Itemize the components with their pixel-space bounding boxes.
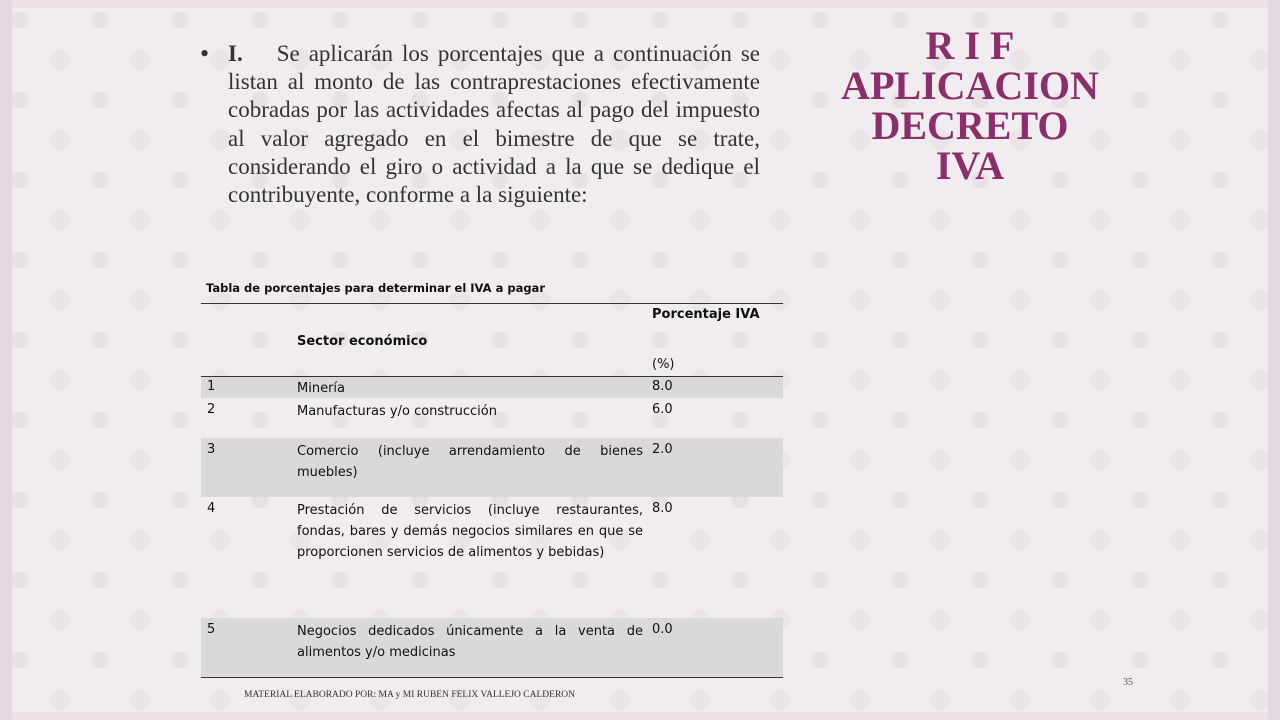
- footer-credit: MATERIAL ELABORADO POR: MA y MI RUBEN FELIX VALLEJO CALDERON: [244, 690, 576, 700]
- table-row: [201, 438, 783, 497]
- title-line: APLICACION: [841, 63, 1099, 108]
- table-header: [201, 303, 783, 377]
- frame-top: [0, 0, 1280, 8]
- title-line: DECRETO: [871, 103, 1069, 148]
- row-number: 3: [207, 442, 216, 457]
- row-sector: Comercio (incluye arrendamiento de bienes muebles): [297, 444, 643, 480]
- title-line: IVA: [935, 143, 1005, 188]
- page-number: 35: [1123, 677, 1133, 688]
- frame-left: [0, 0, 12, 720]
- slide-title: [830, 23, 1110, 188]
- header-sector: Sector económico: [297, 334, 428, 349]
- row-percentage: 0.0: [652, 622, 673, 637]
- bullet-text: [228, 40, 760, 209]
- row-number: 5: [207, 622, 216, 637]
- bullet-lead: I.: [228, 41, 243, 66]
- bullet-paragraph: [200, 40, 760, 209]
- row-sector: Manufacturas y/o construcción: [297, 404, 497, 419]
- row-sector: Minería: [297, 381, 345, 396]
- bullet-dot-icon: •: [200, 39, 210, 68]
- row-percentage: 8.0: [652, 379, 673, 394]
- row-percentage: 2.0: [652, 442, 673, 457]
- table-caption: Tabla de porcentajes para determinar el IVA a pagar: [206, 281, 545, 295]
- table-row: [201, 398, 783, 438]
- row-sector: Prestación de servicios (incluye restaurantes, fondas, bares y demás negocios similares en que se proporcionen servicios de alimentos y bebidas): [297, 503, 643, 560]
- table-bottom-rule: [201, 677, 783, 678]
- table-row: [201, 377, 783, 398]
- frame-right: [1268, 0, 1280, 720]
- bullet-body: Se aplicarán los porcentajes que a continuación se listan al monto de las contraprestaciones efectivamente cobradas por las actividades afectas al pago del impuesto al valor agregado en el bimestre de que se trate, considerando el giro o actividad a la que se dedique el contribuyente, conforme a la siguiente:: [228, 41, 760, 208]
- row-sector: Negocios dedicados únicamente a la venta de alimentos y/o medicinas: [297, 624, 643, 660]
- header-percentage: Porcentaje IVA: [652, 307, 760, 322]
- frame-bottom: [0, 712, 1280, 720]
- table-row: [201, 497, 783, 618]
- iva-table: [201, 303, 783, 678]
- row-percentage: 8.0: [652, 501, 673, 516]
- row-percentage: 6.0: [652, 402, 673, 417]
- row-number: 2: [207, 402, 216, 417]
- row-number: 1: [207, 379, 216, 394]
- header-unit: (%): [652, 357, 675, 372]
- table-row: [201, 618, 783, 677]
- title-line: R I F: [925, 23, 1015, 68]
- row-number: 4: [207, 501, 216, 516]
